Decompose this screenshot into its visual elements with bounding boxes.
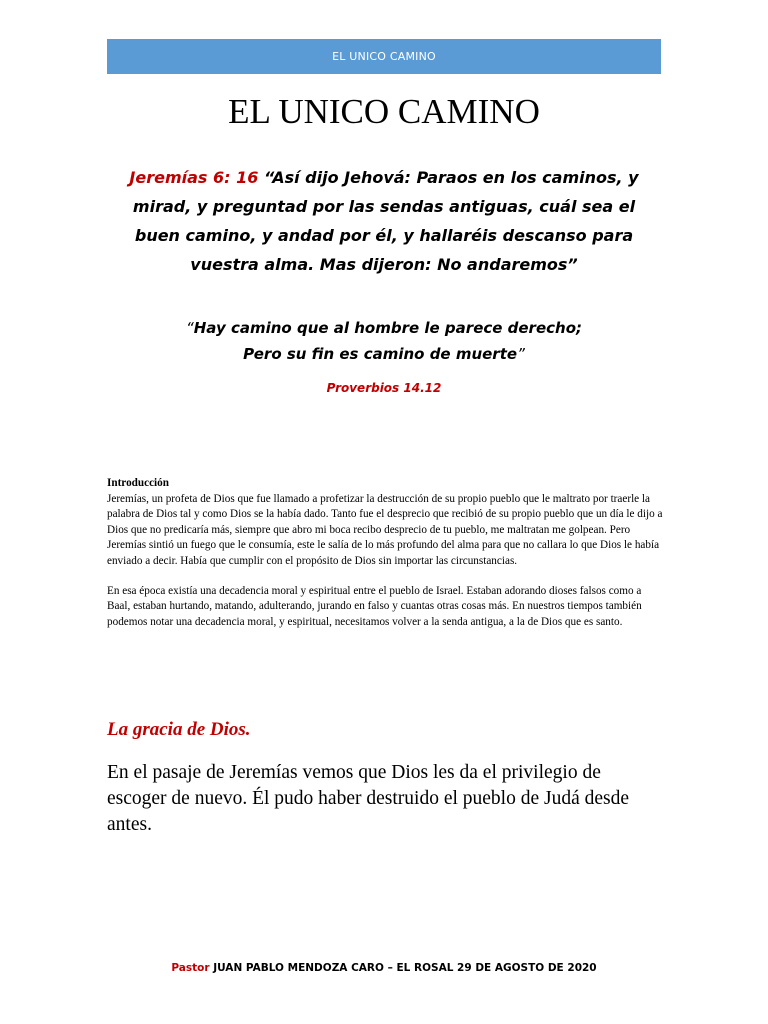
intro-heading: Introducción xyxy=(107,477,169,489)
document-footer xyxy=(0,962,768,974)
quote-line-2: Pero su fin es camino de muerte xyxy=(243,345,518,363)
intro-text-1: Jeremías, un profeta de Dios que fue llamado a profetizar la destrucción de su propio pueblo que le maltrato por traerle la palabra de Dios tal y como Dios se la había dado. Tanto fue el desprecio que recibió de su propio pueblo que un día le dijo a Dios que no predicaría más, siempre que abro mi boca recibo desprecio de tu pueblo, me maltratan me golpean. Pero Jeremías sintió un fuego que le consumía, este le salía de lo más profundo del alma para que no callara lo que Dios le había enviado a decir. Había que cumplir con el propósito de Dios sin importar las circunstancias. xyxy=(107,492,663,567)
introduction-section xyxy=(107,476,663,630)
verse-reference: Jeremías 6: 16 xyxy=(129,168,259,187)
verse-block xyxy=(110,163,658,279)
verse-text: “Así dijo Jehová: Paraos en los caminos, y mirad, y preguntad por las sendas antiguas, cuál sea el buen camino, y andad por él, y hallaréis descanso para vuestra alma. Mas dijeron: No andaremos” xyxy=(132,168,639,274)
intro-paragraph-2: En esa época existía una decadencia moral y espiritual entre el pueblo de Israel. Estaban adorando dioses falsos como a Baal, estaban hurtando, matando, adulterando, jurando en falso y cuantas otras cosas más. En nuestros tiempos también podemos notar una decadencia moral, y espiritual, necesitamos volver a la senda antigua, a la de Dios que es santo. xyxy=(107,584,642,628)
footer-text: JUAN PABLO MENDOZA CARO – EL ROSAL 29 DE AGOSTO DE 2020 xyxy=(209,962,597,974)
header-text: EL UNICO CAMINO xyxy=(332,50,436,63)
section-body: En el pasaje de Jeremías vemos que Dios les da el privilegio de escoger de nuevo. Él pudo haber destruido el pueblo de Judá desde antes. xyxy=(107,762,630,835)
quote-reference: Proverbios 14.12 xyxy=(326,381,442,395)
intro-paragraph-1 xyxy=(107,476,663,570)
footer-pastor-label: Pastor xyxy=(171,962,210,974)
quote-block xyxy=(110,315,658,367)
quote-line-1: Hay camino que al hombre le parece derecho; xyxy=(193,319,583,337)
document-title: EL UNICO CAMINO xyxy=(228,92,540,131)
document-header-bar xyxy=(107,39,661,74)
quote-close-mark: ” xyxy=(517,345,525,363)
quote-open-mark: “ xyxy=(185,319,194,337)
section-heading: La gracia de Dios. xyxy=(107,719,251,740)
